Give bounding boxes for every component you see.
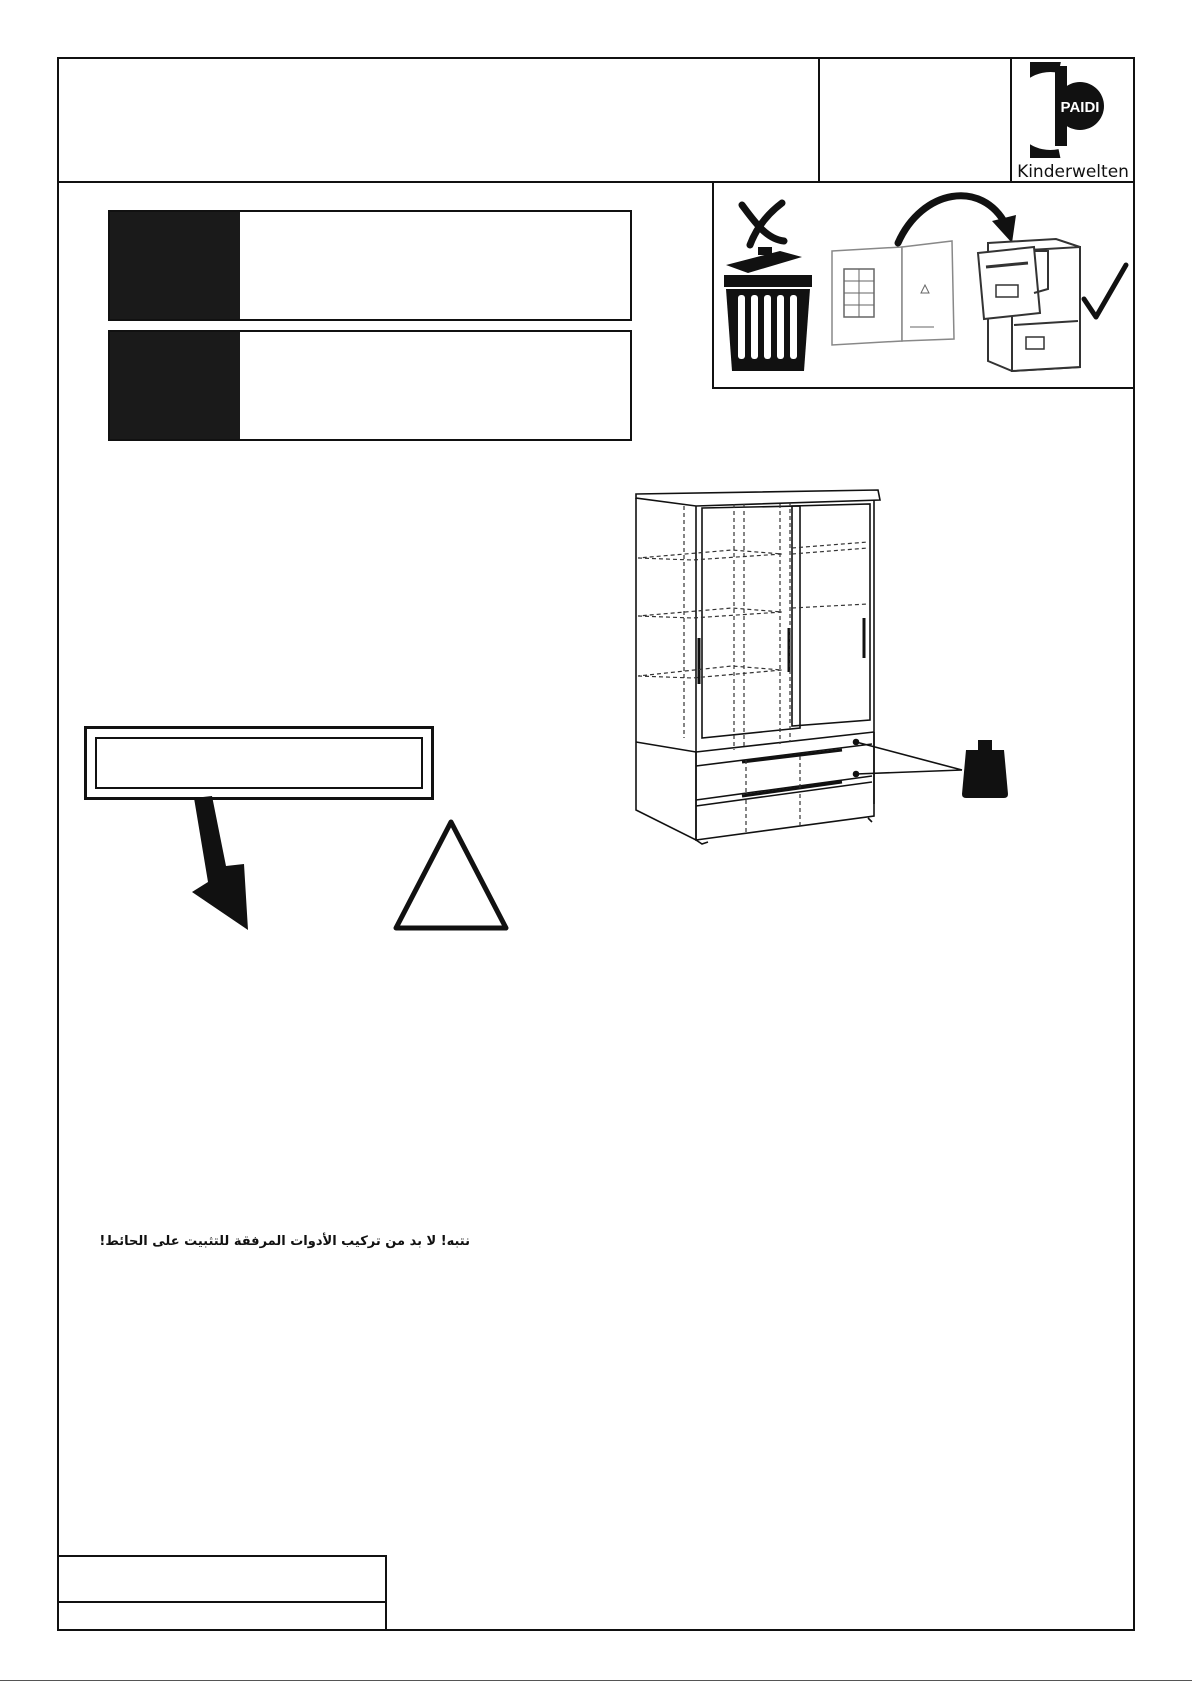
wardrobe-illustration — [632, 488, 1014, 852]
notice-box-inner — [95, 737, 423, 789]
arrow-down-icon — [180, 796, 260, 934]
warning-triangle-icon — [388, 814, 514, 936]
do-not-discard-icon — [742, 203, 784, 245]
trash-bin-icon — [724, 247, 812, 371]
move-arrow-icon — [898, 196, 1016, 243]
warning-box-1-marker — [110, 212, 240, 319]
page-bottom-rule — [0, 1680, 1192, 1681]
keep-instructions-panel — [712, 181, 1135, 389]
title-block-divider — [57, 1601, 385, 1603]
header-column-divider-1 — [818, 57, 820, 183]
logo-wordmark: PAIDI — [1060, 99, 1100, 116]
warning-box-2 — [108, 330, 632, 441]
notice-box — [84, 726, 434, 800]
check-icon — [1084, 265, 1126, 317]
assembly-manual-icon — [832, 241, 954, 345]
wall-fixing-warning-arabic: نتبه! لا بد من تركيب الأدوات المرفقة للتثبيت على الحائط! — [99, 1234, 470, 1249]
warning-box-1 — [108, 210, 632, 321]
logo-subtitle: Kinderwelten — [1017, 162, 1129, 182]
paidi-logo — [1030, 62, 1120, 158]
file-cabinet-icon — [978, 239, 1080, 371]
weight-icon — [962, 740, 1008, 798]
warning-box-2-marker — [110, 332, 240, 439]
title-block — [57, 1555, 387, 1631]
